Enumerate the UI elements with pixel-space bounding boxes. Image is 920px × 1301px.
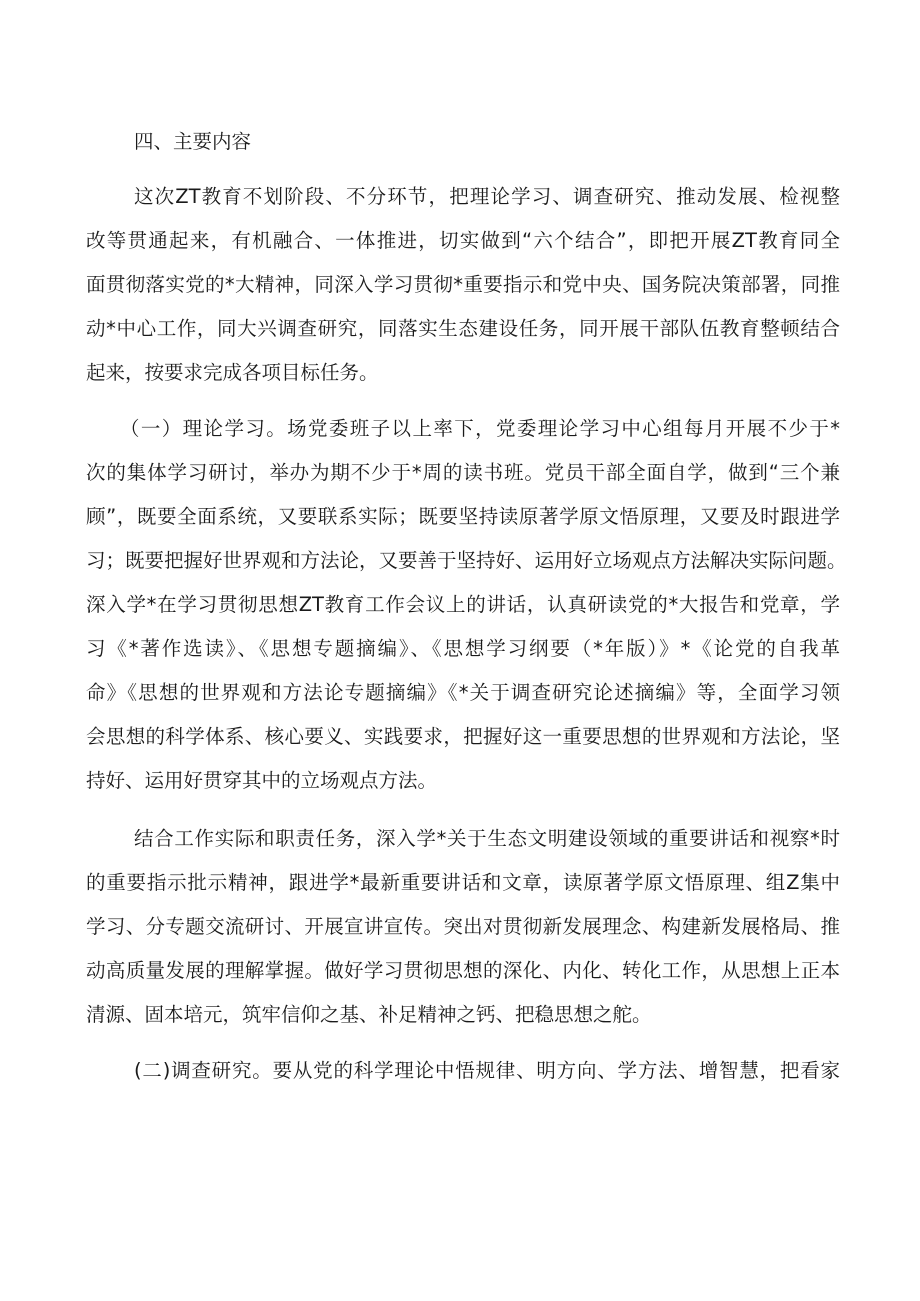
paragraph-3-line-4: 动高质量发展的理解掌握。做好学习贯彻思想的深化、内化、转化工作，从思想上正本 bbox=[86, 959, 840, 982]
paragraph-1-line-3: 面贯彻落实党的*大精神，同深入学习贯彻*重要指示和党中央、国务院决策部署，同推 bbox=[86, 273, 840, 296]
paragraph-4-line-1: (二)调查研究。要从党的科学理论中悟规律、明方向、学方法、增智慧，把看家 bbox=[134, 1059, 840, 1082]
paragraph-2-line-9: 持好、运用好贯穿其中的立场观点方法。 bbox=[86, 769, 438, 792]
paragraph-3-line-5: 清源、固本培元，筑牢信仰之基、补足精神之钙、把稳思想之舵。 bbox=[86, 1003, 652, 1026]
paragraph-2-line-3: 顾”，既要全面系统，又要联系实际；既要坚持读原著学原文悟原理，又要及时跟进学 bbox=[86, 505, 840, 528]
paragraph-3-line-2: 的重要指示批示精神，跟进学*最新重要讲话和文章，读原著学原文悟原理、组Z集中 bbox=[86, 871, 840, 894]
paragraph-2-line-2: 次的集体学习研讨，举办为期不少于*周的读书班。党员干部全面自学，做到“三个兼 bbox=[86, 461, 840, 484]
paragraph-2-line-7: 命》《思想的世界观和方法论专题摘编》《*关于调查研究论述摘编》等，全面学习领 bbox=[86, 681, 840, 704]
paragraph-2-line-6: 习《*著作选读》、《思想专题摘编》、《思想学习纲要（*年版）》*《论党的自我革 bbox=[86, 637, 840, 660]
paragraph-1-line-1: 这次ZT教育不划阶段、不分环节，把理论学习、调查研究、推动发展、检视整 bbox=[134, 185, 840, 208]
paragraph-3-line-1: 结合工作实际和职责任务，深入学*关于生态文明建设领域的重要讲话和视察*时 bbox=[134, 827, 840, 850]
paragraph-1-line-4: 动*中心工作，同大兴调查研究，同落实生态建设任务，同开展干部队伍教育整顿结合 bbox=[86, 317, 840, 340]
paragraph-2-line-5: 深入学*在学习贯彻思想ZT教育工作会议上的讲话，认真研读党的*大报告和党章，学 bbox=[86, 593, 840, 616]
paragraph-2-line-4: 习；既要把握好世界观和方法论，又要善于坚持好、运用好立场观点方法解决实际问题。 bbox=[86, 549, 847, 572]
paragraph-1-line-5: 起来，按要求完成各项目标任务。 bbox=[86, 361, 379, 384]
section-heading: 四、主要内容 bbox=[134, 130, 252, 153]
paragraph-1-line-2: 改等贯通起来，有机融合、一体推进，切实做到“六个结合”，即把开展ZT教育同全 bbox=[86, 229, 840, 252]
paragraph-3-line-3: 学习、分专题交流研讨、开展宣讲宣传。突出对贯彻新发展理念、构建新发展格局、推 bbox=[86, 915, 840, 938]
paragraph-2-line-1: （一）理论学习。场党委班子以上率下，党委理论学习中心组每月开展不少于* bbox=[120, 417, 840, 440]
paragraph-2-line-8: 会思想的科学体系、核心要义、实践要求，把握好这一重要思想的世界观和方法论，坚 bbox=[86, 725, 840, 748]
